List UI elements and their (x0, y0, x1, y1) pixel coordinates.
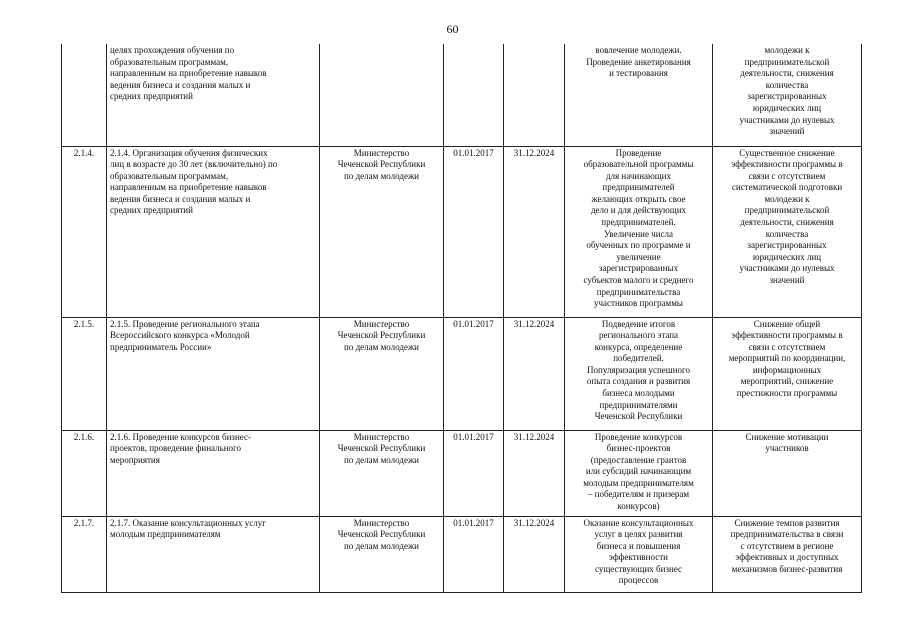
page-number: 60 (446, 22, 459, 36)
cell-executor: Министерство Чеченской Республики по делам молодежи (320, 146, 444, 317)
cell-end-date: 31.12.2024 (504, 516, 565, 592)
cell-consequence: Снижение темпов развития предпринимательства в связи с отсутствием в регионе эффективных и доступных механизмов бизнес-развития (713, 516, 862, 592)
cell-start-date: 01.01.2017 (444, 146, 504, 317)
cell-measure-name: 2.1.6. Проведение конкурсов бизнес- проектов, проведение финального мероприятия (107, 430, 320, 516)
cell-num: 2.1.5. (62, 317, 107, 430)
table-row (62, 146, 862, 317)
cell-measure-name: целях прохождения обучения по образовательным программам, направленным на приобретение навыков ведения бизнеса и создания малых и средних предприятий (107, 44, 320, 146)
cell-start-date: 01.01.2017 (444, 317, 504, 430)
cell-expected-result: вовлечение молодежи. Проведение анкетирования и тестирования (565, 44, 713, 146)
table-row (62, 317, 862, 430)
cell-measure-name: 2.1.5. Проведение регионального этапа Всероссийского конкурса «Молодой предприниматель России» (107, 317, 320, 430)
cell-num: 2.1.7. (62, 516, 107, 592)
cell-end-date: 31.12.2024 (504, 317, 565, 430)
cell-start-date: 01.01.2017 (444, 516, 504, 592)
cell-measure-name: 2.1.7. Оказание консультационных услуг молодым предпринимателям (107, 516, 320, 592)
cell-end-date: 31.12.2024 (504, 146, 565, 317)
table-row-continuation (62, 44, 862, 146)
cell-expected-result: Оказание консультационных услуг в целях развития бизнеса и повышения эффективности существующих бизнес процессов (565, 516, 713, 592)
cell-consequence: молодежи к предпринимательской деятельности, снижения количества зарегистрированных юридических лиц участниками до нулевых значений (713, 44, 862, 146)
cell-end-date (504, 44, 565, 146)
cell-executor: Министерство Чеченской Республики по делам молодежи (320, 317, 444, 430)
table-row (62, 516, 862, 592)
cell-expected-result: Подведение итогов регионального этапа конкурса, определение победителей. Популяризация успешного опыта создания и развития бизнеса молодыми предпринимателями Чеченской Республики (565, 317, 713, 430)
cell-start-date: 01.01.2017 (444, 430, 504, 516)
cell-consequence: Существенное снижение эффективности программы в связи с отсутствием систематической подготовки молодежи к предпринимательской деятельности, снижения количества зарегистрированных юридических лиц участниками до нулевых значений (713, 146, 862, 317)
cell-num (62, 44, 107, 146)
cell-end-date: 31.12.2024 (504, 430, 565, 516)
cell-consequence: Снижение общей эффективности программы в связи с отсутствием мероприятий по координации, информационных мероприятий, снижение престижности программы (713, 317, 862, 430)
cell-num: 2.1.4. (62, 146, 107, 317)
cell-num: 2.1.6. (62, 430, 107, 516)
cell-executor: Министерство Чеченской Республики по делам молодежи (320, 516, 444, 592)
cell-expected-result: Проведение образовательной программы для начинающих предпринимателей желающих открыть свое дело и для действующих предпринимателей. Увеличение числа обученных по программе и увеличение зарегистрированных субъектов малого и среднего предпринимательства участников программы (565, 146, 713, 317)
table-row (62, 430, 862, 516)
cell-expected-result: Проведение конкурсов бизнес-проектов (предоставление грантов или субсидий начинающим молодым предпринимателям – победителям и призерам конкурсов) (565, 430, 713, 516)
cell-executor: Министерство Чеченской Республики по делам молодежи (320, 430, 444, 516)
cell-start-date (444, 44, 504, 146)
program-measures-table (61, 44, 862, 593)
cell-measure-name: 2.1.4. Организация обучения физических лиц в возрасте до 30 лет (включительно) по образовательным программам, направленным на приобретение навыков ведения бизнеса и создания малых и средних предприятий (107, 146, 320, 317)
cell-executor (320, 44, 444, 146)
cell-consequence: Снижение мотивации участников (713, 430, 862, 516)
